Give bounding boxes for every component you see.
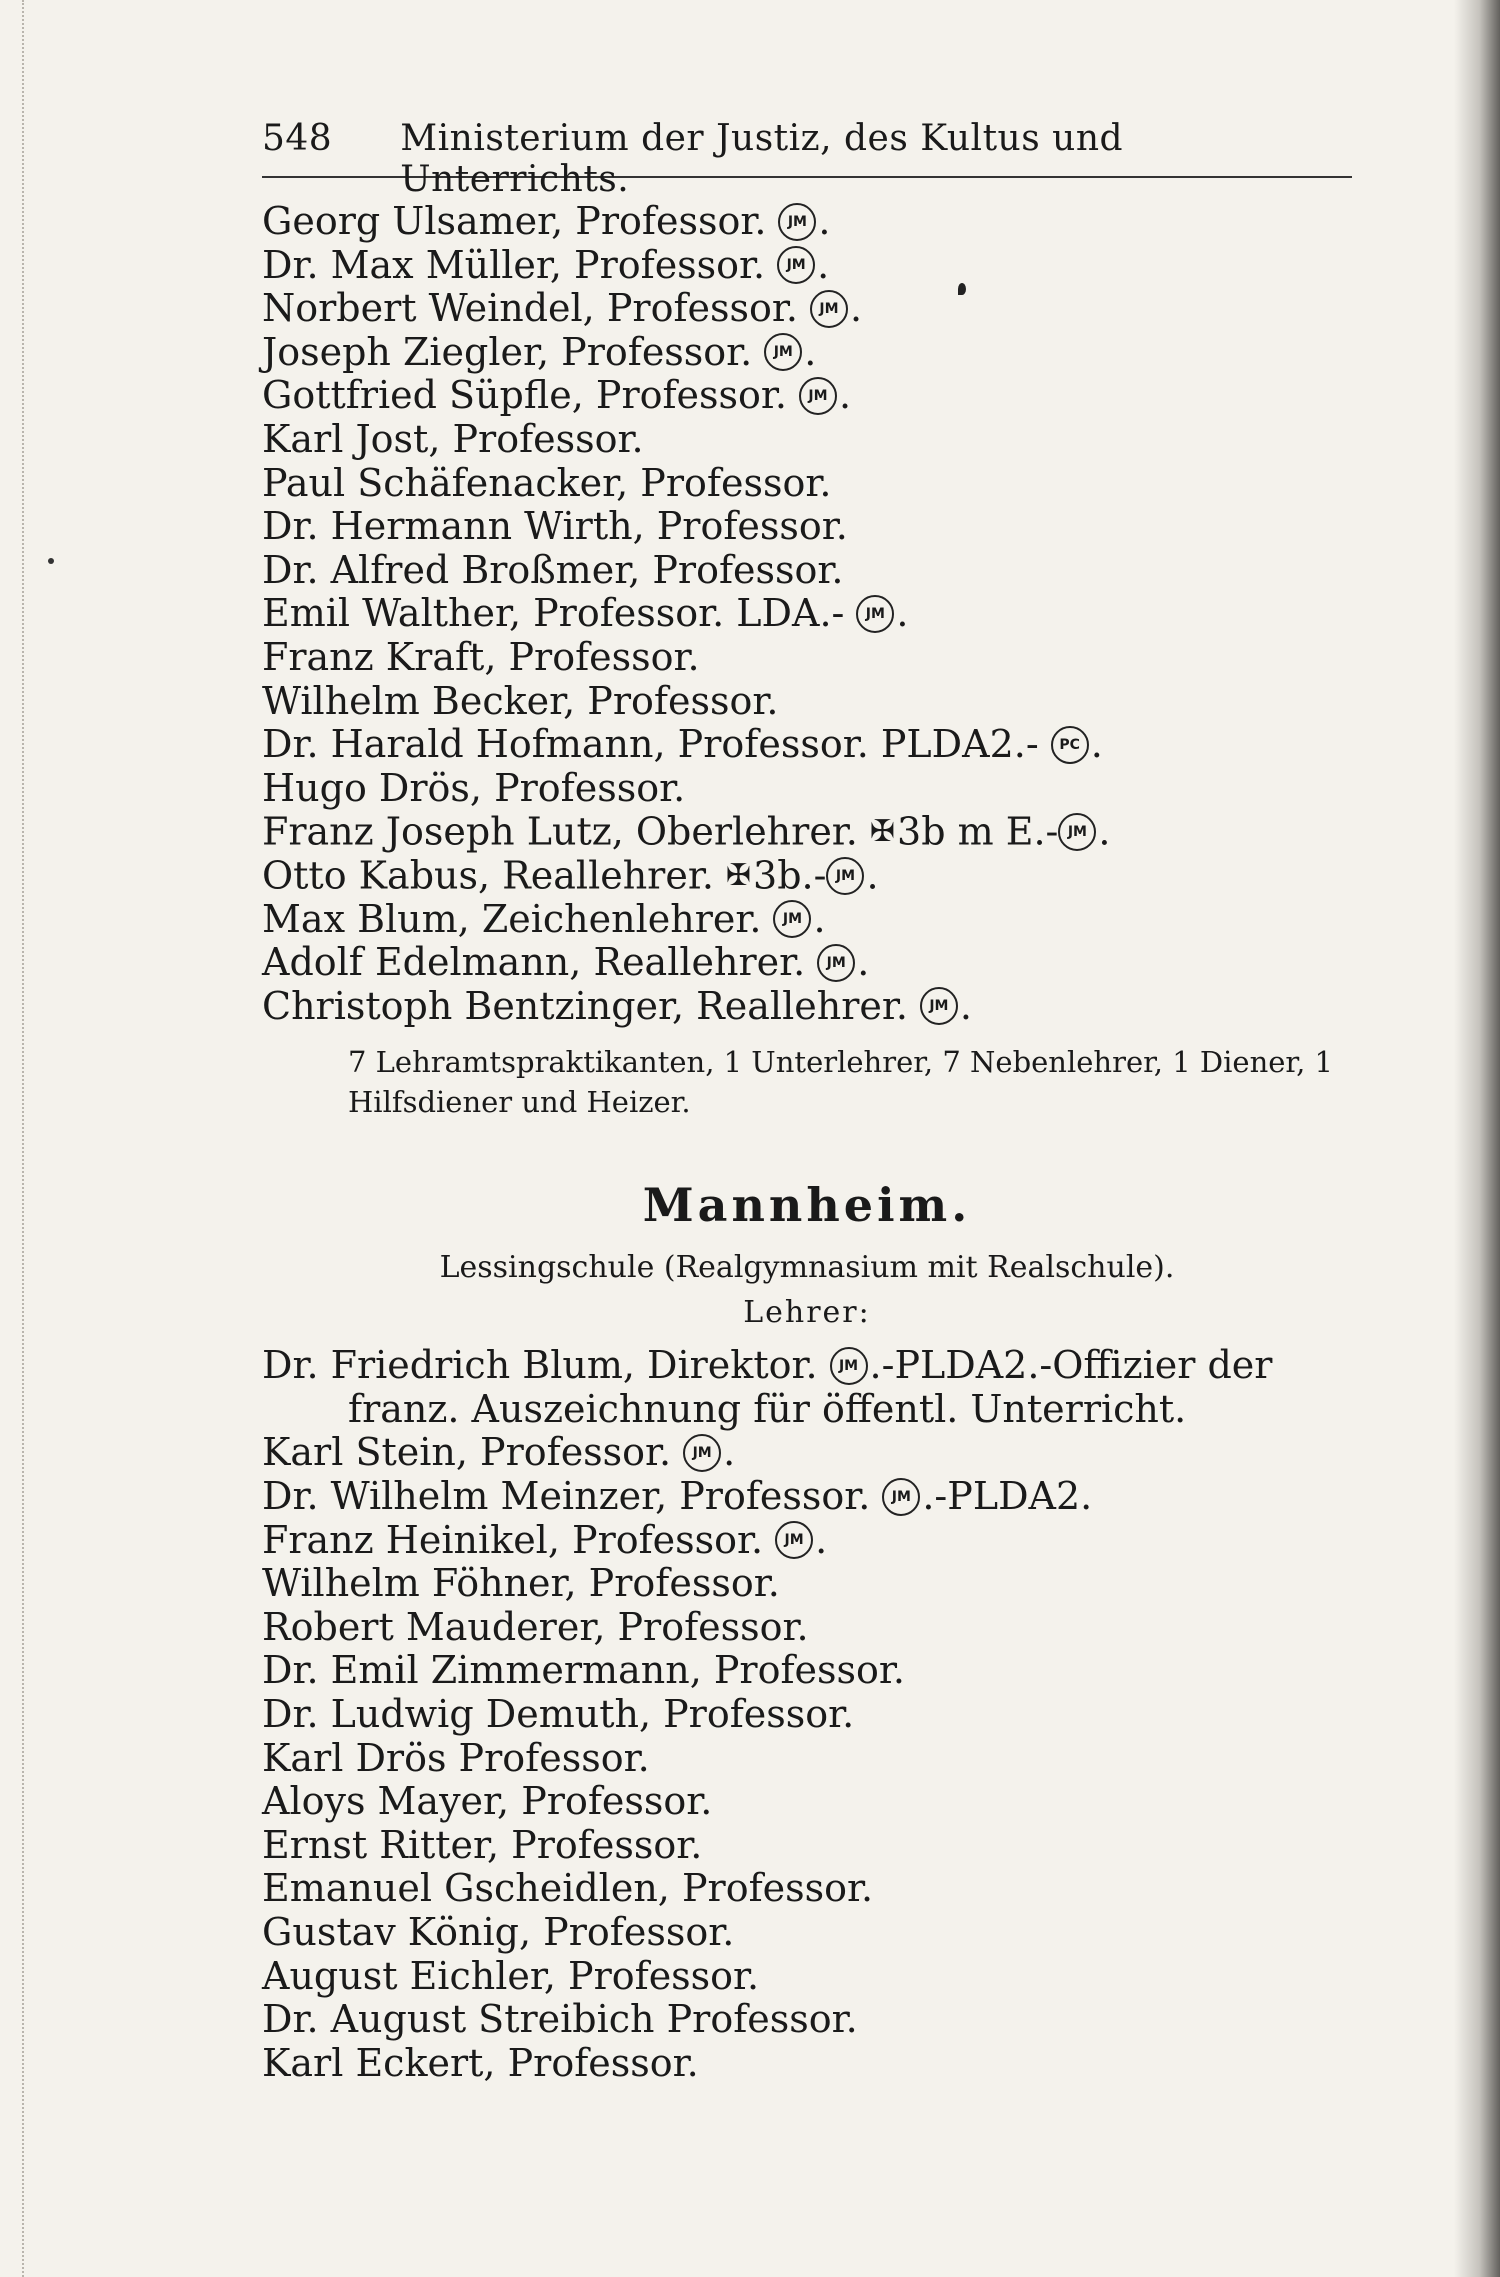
staff-role: , Professor. [657,1866,874,1911]
list-item [262,1780,1352,1824]
jm-badge-icon: JM [920,987,958,1025]
badge-suffix: .-PLDA2. [922,1474,1093,1519]
staff-name: Karl Eckert [262,2040,484,2085]
staff-role: , Oberlehrer. [611,809,858,854]
staff-role: , Professor. [428,416,644,461]
running-head [262,118,1352,200]
badge-suffix: . [896,591,909,636]
staff-name: Robert Mauderer [262,1604,594,1649]
staff-role: , Professor. [632,504,848,549]
jm-badge-icon: JM [817,944,855,982]
staff-name: Dr. Alfred Broßmer [262,547,629,592]
badge-suffix: . [839,373,852,418]
page-number: 548 [262,118,333,159]
jm-badge-icon: JM [826,857,864,895]
list-item [262,1911,1352,1955]
staff-role: , Professor. PLDA2.- [653,722,1039,767]
staff-name: Dr. Harald Hofmann [262,722,654,767]
jm-badge-icon: JM [856,595,894,633]
badge-suffix: . [857,940,870,985]
list-item [262,1649,1352,1693]
jm-badge-icon: JM [778,203,816,241]
staff-role: , Professor. [543,1953,760,1998]
staff-role: , Professor. [628,547,844,592]
jm-badge-icon: JM [775,1521,813,1559]
list-item [262,1475,1352,1519]
staff-footnote: 7 Lehramtspraktikanten, 1 Unterlehrer, 7 Nebenlehrer, 1 Diener, 1 Hilfsdiener und Heizer. [348,1045,1333,1120]
jm-badge-icon: JM [799,377,837,415]
staff-list-mannheim [262,1344,1352,2085]
staff-name: Dr. Max Müller [262,242,550,287]
staff-role: , Professor. [483,2040,699,2085]
staff-name: Franz Kraft [262,634,485,679]
list-item [262,810,1352,854]
staff-name: Hugo Drös [262,765,470,810]
staff-name: Franz Heinikel [262,1517,548,1562]
list-item [262,244,1352,288]
list-item [262,767,1352,811]
order-cross-icon: ✠ [725,857,752,893]
staff-role: , Professor. [455,1430,672,1475]
badge-suffix: . [1090,722,1103,767]
staff-role: , Professor. [593,1604,809,1649]
staff-role: , Professor. [469,765,686,810]
list-item [262,1867,1352,1911]
staff-role: , Professor. [484,634,700,679]
staff-role: , Professor. [551,199,767,243]
running-head-title: Ministerium der Justiz, des Kultus und Unterrichts. [400,118,1124,200]
list-item [262,462,1352,506]
badge-suffix: . [866,853,879,898]
badge-suffix: . [815,1517,828,1562]
list-item [262,941,1352,985]
jm-badge-icon: JM [773,900,811,938]
staff-list-karlsruhe [262,200,1352,1028]
list-item [262,1824,1352,1868]
staff-name: Karl Drös [262,1735,447,1780]
staff-name: Dr. Hermann Wirth [262,504,633,549]
staff-role: , Direktor. [622,1343,818,1388]
staff-name: Gustav König [262,1910,520,1954]
staff-name: Max Blum [262,896,458,941]
staff-name: Ernst Ritter [262,1822,488,1867]
ink-dot [48,558,54,564]
list-item [262,592,1352,636]
badge-suffix: . [813,896,826,941]
badge-suffix: . [959,983,973,1028]
staff-name: Wilhelm Becker [262,678,564,723]
staff-role: , Reallehrer. [478,853,714,898]
list-item [262,287,1352,331]
staff-name: Aloys Mayer [262,1779,498,1824]
list-item [262,200,1352,244]
staff-role: , Professor. [549,242,766,287]
staff-role: , Professor. [487,1822,703,1867]
staff-name: Paul Schäfenacker [262,460,617,505]
order-class: 3b.- [753,853,827,898]
list-item [262,985,1352,1029]
order-cross-icon: ✠ [869,814,896,850]
order-class: 3b m E.- [897,809,1059,854]
jm-badge-icon: JM [1058,813,1096,851]
pc-badge-icon: PC [1051,726,1089,764]
staff-name: Franz Joseph Lutz [262,809,612,854]
jm-badge-icon: JM [882,1478,920,1516]
staff-name: Karl Stein [262,1430,456,1475]
staff-name: Norbert Weindel [262,286,583,331]
page-edge-left [22,0,26,2277]
staff-name: Joseph Ziegler [262,329,537,374]
staff-name: Emil Walther [262,591,509,636]
badge-suffix: . [818,199,831,243]
school-heading: Lessingschule (Realgymnasium mit Realschule). [439,1250,1175,1286]
list-item [262,1998,1352,2042]
staff-name: Dr. Ludwig Demuth [262,1692,639,1737]
staff-name: Adolf Edelmann [262,940,570,985]
staff-role: , Professor. [571,373,787,418]
director-honors: .-PLDA2.-Offizier der [869,1343,1273,1388]
list-item [262,505,1352,549]
staff-name: Dr. Emil Zimmermann [262,1648,690,1693]
staff-role: , Professor. [564,1561,780,1606]
staff-name: Emanuel Gscheidlen [262,1866,658,1911]
staff-role: , Reallehrer. [672,983,908,1028]
staff-role: , Professor. [582,286,798,331]
staff-name: Christoph Bentzinger [262,983,673,1028]
staff-role: , Professor. [655,1474,871,1519]
list-item [262,549,1352,593]
staff-name: Wilhelm Föhner [262,1561,565,1606]
director-continuation: franz. Auszeichnung für öffentl. Unterricht. [348,1386,1187,1431]
badge-suffix: . [804,329,817,374]
list-item [262,374,1352,418]
jm-badge-icon: JM [764,333,802,371]
staff-role: , Professor. [638,1692,855,1737]
list-item [262,1955,1352,1999]
staff-role: , Professor. LDA.- [508,591,845,636]
staff-role: , Professor. [536,329,753,374]
list-item [262,1431,1352,1475]
teachers-label: Lehrer: [743,1295,871,1331]
list-item [262,1737,1352,1781]
list-item [262,331,1352,375]
staff-role: , Professor. [547,1517,764,1562]
staff-role: , Professor. [519,1910,735,1954]
staff-role: , Professor. [689,1648,905,1693]
jm-badge-icon: JM [810,290,848,328]
staff-name: Dr. August Streibich [262,1997,655,2042]
badge-suffix: . [849,286,863,331]
staff-role: , Professor. [616,460,832,505]
list-item [262,898,1352,942]
staff-role: Professor. [654,1997,858,2042]
list-item [262,1693,1352,1737]
staff-name: Dr. Friedrich Blum [262,1343,623,1388]
director-entry [262,1344,1352,1388]
page-content [262,118,1352,2085]
staff-name: Karl Jost [262,416,429,461]
staff-role: , Zeichenlehrer. [457,896,762,941]
list-item [262,2042,1352,2086]
list-item [262,418,1352,462]
staff-name: Otto Kabus [262,853,478,898]
page-edge-right [1454,0,1500,2277]
staff-name: Georg Ulsamer [262,199,552,243]
list-item [262,854,1352,898]
staff-name: Gottfried Süpfle [262,373,572,418]
staff-role: , Reallehrer. [569,940,806,985]
jm-badge-icon: JM [777,246,815,284]
staff-name: Dr. Wilhelm Meinzer [262,1474,656,1519]
jm-badge-icon: JM [683,1434,721,1472]
list-item [262,1519,1352,1563]
staff-role: , Professor. [497,1779,713,1824]
list-item [262,636,1352,680]
list-item [262,1606,1352,1650]
list-item [262,1562,1352,1606]
badge-suffix: . [1098,809,1111,854]
badge-suffix: . [723,1430,736,1475]
badge-suffix: . [817,242,830,287]
staff-role: , Professor. [563,678,779,723]
staff-role: Professor. [446,1735,650,1780]
list-item [262,723,1352,767]
staff-name: August Eichler [262,1953,544,1998]
city-heading: Mannheim. [642,1178,972,1233]
jm-badge-icon: JM [830,1347,868,1385]
list-item [262,680,1352,724]
